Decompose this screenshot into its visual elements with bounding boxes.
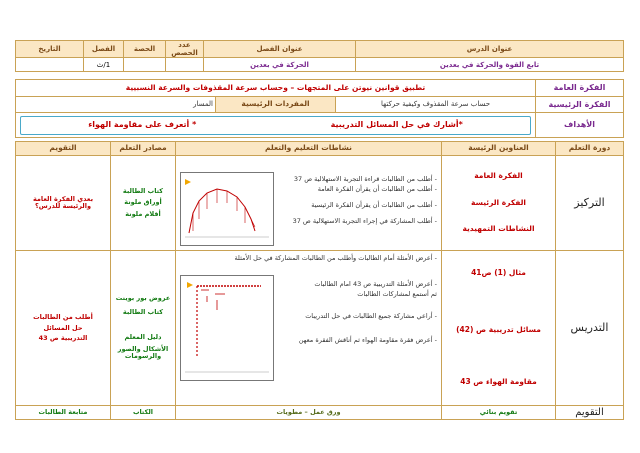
list-item: - أطلب من الطالبات قراءة التجربة الاستهلالية ص 37 [293,175,437,183]
objective-item: * أتعرف على مقاومة الهواء [88,120,197,130]
heading-practice: مسائل تدريبية ص (42) [456,324,541,334]
list-item: - أعرض فقرة مقاومة الهواء ثم أناقش الفقرة معهن [298,336,437,345]
list-item: - أطلب من الطالبات أن يقرأن الفكرة الرئيسية [311,201,437,210]
heading-intro-activities: النشاطات التمهيدية [462,224,535,234]
objectives-cell [16,113,536,138]
lesson-title-value: تابع القوة والحركة في بعدين [356,58,624,72]
col-main-headings: العناوين الرئيسة [442,142,556,156]
chapter-title-value: الحركة في بعدين [204,58,356,72]
assessment-text: أطلب من الطالبات حل المسائل التدريبية ص 43 [33,313,93,343]
evaluation-activities: ورق عمل – مطويات [176,406,442,420]
class-value: 1/ث [84,58,124,72]
focus-resources [111,156,176,251]
teach-activity-intro [176,253,442,263]
periods-label: عدد الحصص [166,41,204,58]
resource-item: دليل المعلم [124,333,162,342]
period-label: الحصة [124,41,166,58]
heading-example: مثال (1) ص41 [471,268,526,278]
col-cycle: دورة التعلم [556,142,624,156]
general-idea-label: الفكرة العامة [536,80,624,97]
vocab-label: المفردات الرئيسية [216,97,336,113]
periods-value [166,58,204,72]
focus-activity-list [269,174,441,226]
focus-assessment [16,156,111,251]
vocab-value: المسار [16,97,216,113]
heading-air-resistance: مقاومة الهواء ص 43 [460,377,537,387]
list-item: ثم أستمع لمشاركات الطالبات [357,290,437,299]
focus-label: التركيز [556,156,624,251]
resource-item: أقلام ملونة [125,209,161,218]
main-idea-value: حساب سرعة المقذوف وكيفية حركتها [336,97,536,113]
evaluation-resources: الكتاب [111,406,176,420]
teach-activities [176,251,442,406]
resource-item: كتاب الطالبة [122,307,164,316]
heading-general-idea: الفكرة العامة [474,171,523,181]
objective-item: *أشارك في حل المسائل التدريبية [330,120,463,130]
experiment-figure [180,172,274,246]
resource-item: الأشكال والصور والرسومات [117,344,169,361]
teach-headings [442,251,556,406]
heading-main-idea: الفكرة الرئيسة [471,197,526,207]
list-item: - أراعي مشاركة جميع الطالبات في حل التدريبات [305,312,437,321]
resource-item: أوراق ملونة [124,198,162,207]
teach-resources [111,251,176,406]
focus-activities [176,156,442,251]
teach-activity-list [271,279,441,345]
ideas-table [15,79,624,138]
general-idea-value: تطبيق قوانين نيوتن على المتجهات – وحساب سرعة المقذوفات والسرعة النسبيية [16,80,536,97]
date-label: التاريخ [16,41,84,58]
main-idea-label: الفكرة الرئيسية [536,97,624,113]
teach-assessment [16,251,111,406]
resource-item: كتاب الطالبة [122,186,164,195]
evaluation-assessment: متابعة الطالبات [16,406,111,420]
evaluation-label: التقويم [556,406,624,420]
period-value [124,58,166,72]
col-activities: نشاطات التعليم والتعلم [176,142,442,156]
objectives-label: الأهداف [536,113,624,138]
col-assessment: التقويم [16,142,111,156]
list-item: - أعرض الأمثلة أمام الطالبات وأطلب من الطالبات المشاركة في حل الأمثلة [234,254,437,262]
falling-object-diagram-icon [181,276,273,380]
list-item: - أعرض الأمثلة التدريبية ص 43 امام الطالبات [314,280,437,288]
class-label: الفصل [84,41,124,58]
col-resources: مصادر التعلم [111,142,176,156]
teach-label: التدريس [556,251,624,406]
lesson-title-label: عنوان الدرس [356,41,624,58]
list-item: - أطلب المشاركة في إجراء التجربة الاستهلالية ص 37 [292,217,437,226]
chapter-title-label: عنوان الفصل [204,41,356,58]
learning-cycle-table [15,141,624,420]
date-value [16,58,84,72]
list-item: - أطلب من الطالبات أن يقرأن الفكرة العامة [317,185,437,194]
focus-headings [442,156,556,251]
objectives-box [20,116,531,135]
lesson-info-table [15,40,624,72]
practice-figure [180,275,274,381]
evaluation-headings: تقويم بنائي [442,406,556,420]
resource-item: عروض بور بوينت [115,294,171,303]
assessment-text: بعدي الفكرة العامة والرئيسة للدرس؟ [32,194,94,210]
projectile-diagram-icon [181,173,273,245]
